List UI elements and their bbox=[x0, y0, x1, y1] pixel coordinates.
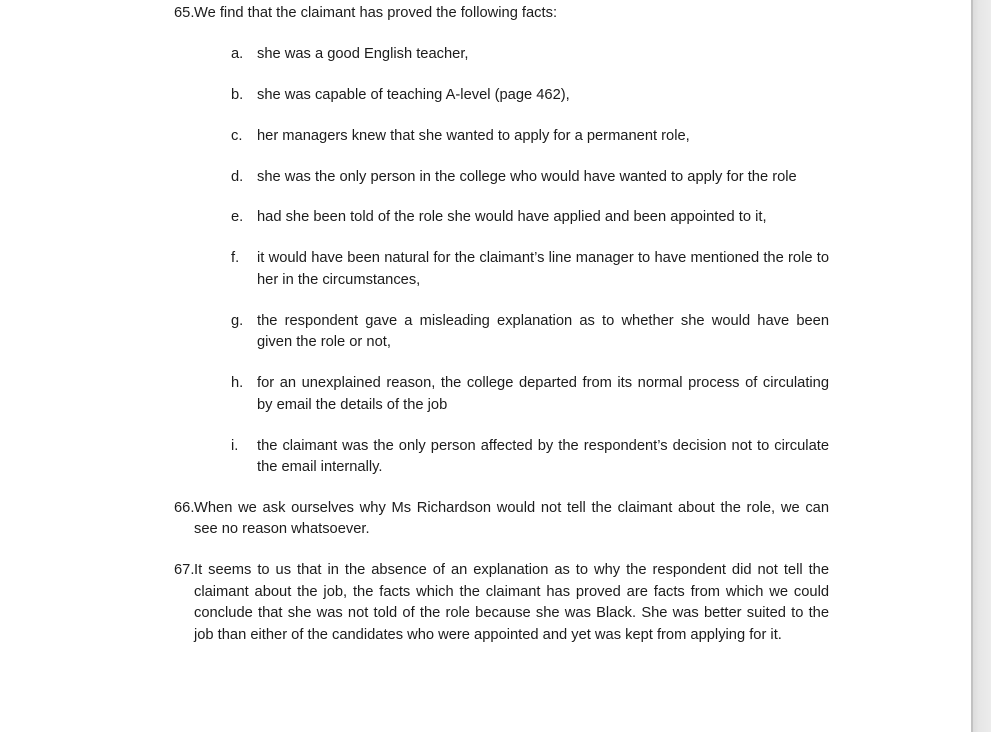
paragraph-number: 66. bbox=[174, 499, 195, 516]
paragraph-number: 67. bbox=[174, 562, 195, 579]
list-item-marker: b. bbox=[231, 86, 244, 103]
list-item-d bbox=[231, 167, 829, 189]
list-item-h bbox=[231, 373, 829, 416]
list-item-marker: g. bbox=[231, 312, 244, 329]
list-item-text: it would have been natural for the claimant’s line manager to have mentioned the role to her in the circumstances, bbox=[257, 250, 829, 288]
paragraph-65 bbox=[174, 3, 829, 25]
scrollbar-track[interactable] bbox=[971, 0, 991, 732]
list-item-text: the claimant was the only person affected by the respondent’s decision not to circulate the email internally. bbox=[257, 437, 829, 476]
list-item-text: had she been told of the role she would have applied and been appointed to it, bbox=[257, 209, 767, 226]
paragraph-number: 65. bbox=[174, 5, 195, 21]
list-item-marker: i. bbox=[231, 437, 239, 454]
list-item-i bbox=[231, 436, 829, 479]
list-item-text: she was capable of teaching A-level (page 462), bbox=[257, 86, 570, 103]
list-item-e bbox=[231, 207, 829, 229]
list-item-b bbox=[231, 85, 829, 107]
list-item-text: for an unexplained reason, the college departed from its normal process of circulating by email the details of the job bbox=[257, 375, 829, 413]
document-content bbox=[174, 3, 829, 646]
paragraph-text: It seems to us that in the absence of an explanation as to why the respondent did not tell the claimant about the job, the facts which the claimant has proved are facts from which we could conclude that she was not told of the role because she was Black. She was better suited to the job than either of the candidates who were appointed and yet was kept from applying for it. bbox=[194, 562, 829, 643]
paragraph-text: When we ask ourselves why Ms Richardson would not tell the claimant about the role, we can see no reason whatsoever. bbox=[194, 499, 829, 538]
list-item-marker: e. bbox=[231, 209, 244, 226]
list-item-g bbox=[231, 311, 829, 354]
list-item-a bbox=[231, 44, 829, 66]
list-item-marker: c. bbox=[231, 127, 243, 144]
paragraph-67 bbox=[174, 560, 829, 646]
paragraph-66 bbox=[174, 498, 829, 541]
list-item-text: she was a good English teacher, bbox=[257, 45, 469, 62]
list-item-marker: a. bbox=[231, 45, 244, 62]
list-item-marker: h. bbox=[231, 375, 244, 392]
list-item-text: she was the only person in the college who would have wanted to apply for the role bbox=[257, 168, 797, 185]
list-item-text: her managers knew that she wanted to apply for a permanent role, bbox=[257, 127, 690, 144]
list-item-f bbox=[231, 248, 829, 291]
list-item-c bbox=[231, 126, 829, 148]
list-item-marker: f. bbox=[231, 250, 240, 267]
list-item-marker: d. bbox=[231, 168, 244, 185]
paragraph-text: We find that the claimant has proved the following facts: bbox=[194, 5, 558, 21]
list-item-text: the respondent gave a misleading explanation as to whether she would have been given the role or not, bbox=[257, 312, 829, 351]
